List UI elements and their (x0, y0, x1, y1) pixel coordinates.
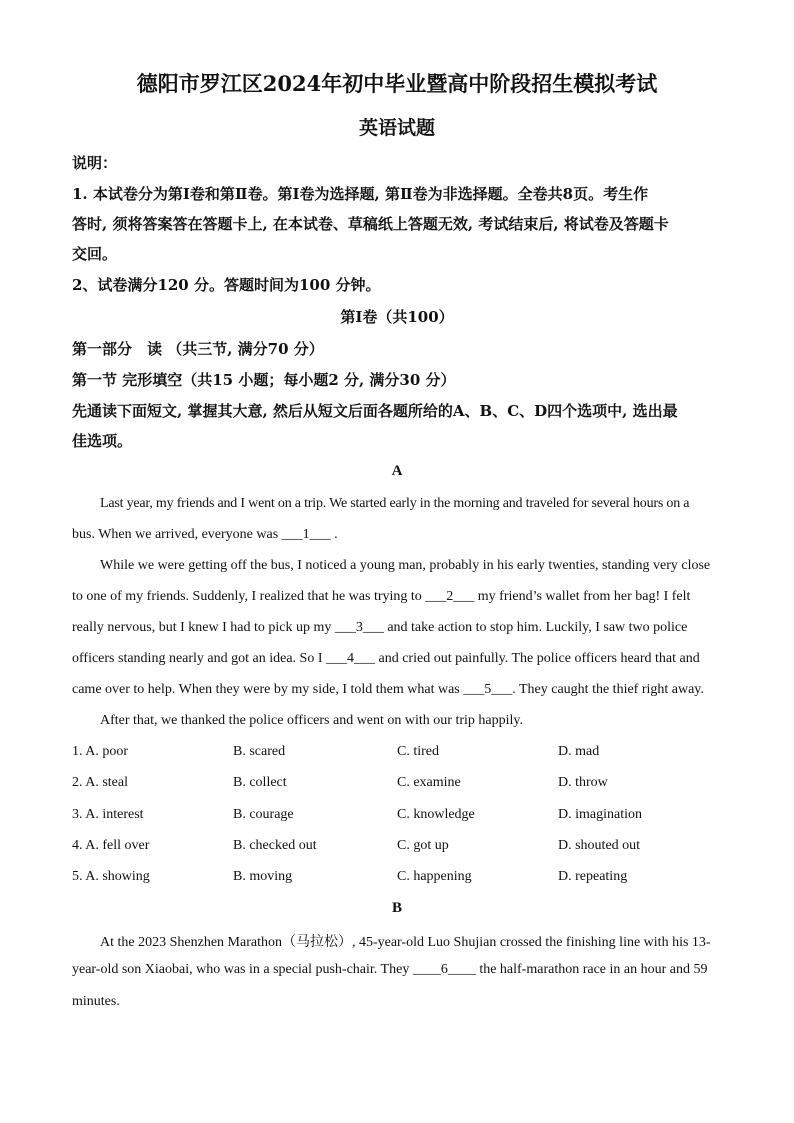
option-2-a: 2. A. steal (72, 775, 128, 790)
option-1-d: D. mad (558, 744, 600, 759)
instruction-2: 2、试卷满分120 分。答题时间为100 分钟。 (72, 276, 381, 294)
option-3-c: C. knowledge (397, 807, 475, 822)
section1-heading: 第一节 完形填空（共15 小题；每小题2 分, 满分30 分） (72, 371, 456, 389)
option-4-a: 4. A. fell over (72, 838, 150, 853)
option-3-b: B. courage (233, 807, 294, 822)
instruction-1-line-3: 交回。 (72, 245, 118, 263)
exam-title: 德阳市罗江区2024年初中毕业暨高中阶段招生模拟考试 (136, 71, 658, 96)
passage-a-line: came over to help. When they were by my side, I told them what was ___5___. They caught the thief right away. (72, 682, 704, 697)
passage-a-line: After that, we thanked the police officers and went on with our trip happily. (100, 713, 523, 728)
option-1-a: 1. A. poor (72, 744, 128, 759)
passage-a-line: While we were getting off the bus, I noticed a young man, probably in his early twenties, standing very close (100, 558, 711, 573)
passage-b-line: year-old son Xiaobai, who was in a special push-chair. They ____6____ the half-marathon race in an hour and 59 (72, 962, 708, 977)
option-2-d: D. throw (558, 775, 608, 790)
instruction-1-line-1: 1. 本试卷分为第Ⅰ卷和第Ⅱ卷。第Ⅰ卷为选择题, 第Ⅱ卷为非选择题。全卷共8页。考生作 (72, 185, 649, 203)
passage-b-line: minutes. (72, 994, 120, 1009)
instructions-heading: 说明： (72, 154, 118, 172)
exam-subtitle: 英语试题 (358, 117, 435, 139)
option-2-c: C. examine (397, 775, 461, 790)
option-5-b: B. moving (233, 869, 293, 884)
passage-b-line: At the 2023 Shenzhen Marathon（马拉松）, 45-year-old Luo Shujian crossed the finishing line with his 13- (100, 935, 711, 950)
passage-a-line: really nervous, but I knew I had to pick up my ___3___ and take action to stop him. Luckily, I saw two police (72, 620, 688, 635)
option-4-b: B. checked out (233, 838, 317, 853)
option-5-d: D. repeating (558, 869, 628, 884)
passage-b-label: B (391, 900, 402, 916)
option-4-c: C. got up (397, 838, 449, 853)
passage-a-line: Last year, my friends and I went on a trip. We started early in the morning and traveled for several hours on a (100, 496, 690, 511)
option-3-a: 3. A. interest (72, 807, 144, 822)
passage-a-line: officers standing nearly and got an idea. So I ___4___ and cried out painfully. The police officers heard that and (72, 651, 700, 666)
option-5-c: C. happening (397, 869, 472, 884)
directions-line-1: 先通读下面短文, 掌握其大意, 然后从短文后面各题所给的A、B、C、D四个选项中, 选出最 (72, 402, 678, 420)
directions-line-2: 佳选项。 (72, 432, 133, 450)
instruction-1-line-2: 答时, 须将答案答在答题卡上, 在本试卷、草稿纸上答题无效, 考试结束后, 将试卷及答题卡 (72, 215, 669, 233)
option-4-d: D. shouted out (558, 838, 641, 853)
option-5-a: 5. A. showing (72, 869, 150, 884)
passage-a-label: A (391, 463, 403, 479)
option-1-b: B. scared (233, 744, 286, 759)
passage-a-line: to one of my friends. Suddenly, I realized that he was trying to ___2___ my friend’s wallet from her bag! I felt (72, 589, 691, 604)
passage-a-line: bus. When we arrived, everyone was ___1___ . (72, 527, 338, 542)
option-2-b: B. collect (233, 775, 287, 790)
option-3-d: D. imagination (558, 807, 642, 822)
volume-heading: 第Ⅰ卷（共100） (340, 308, 454, 326)
option-1-c: C. tired (397, 744, 439, 759)
part1-heading: 第一部分 读 （共三节, 满分70 分） (72, 340, 324, 358)
